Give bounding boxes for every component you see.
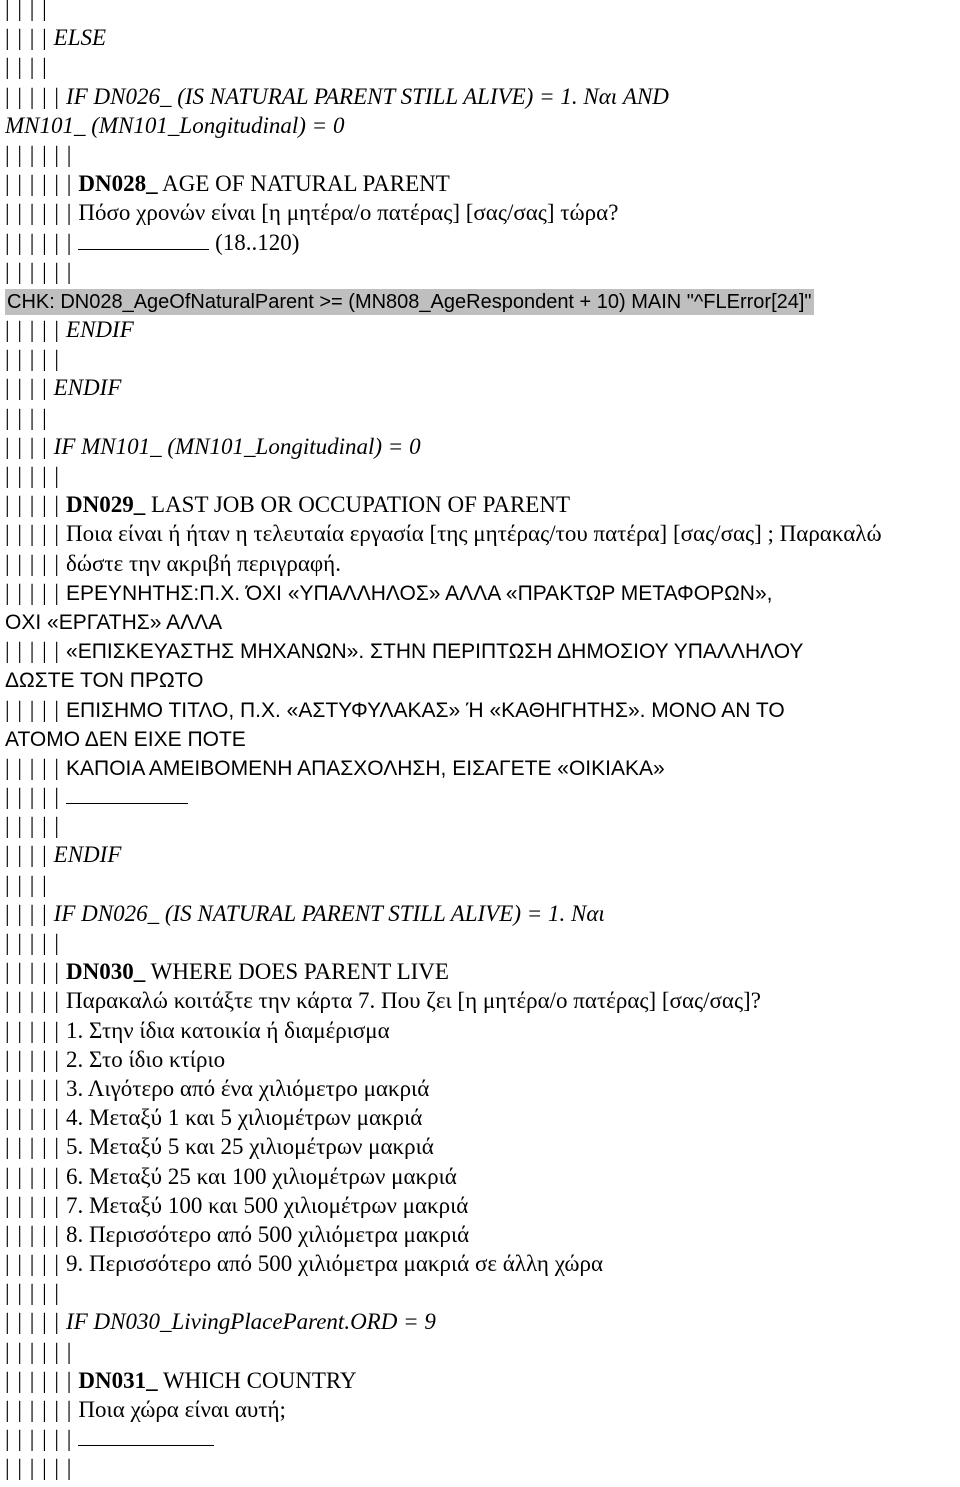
doc-line <box>5 432 960 461</box>
indent-bars: | | | | | <box>5 1134 61 1160</box>
indent-bars: | | | | | <box>5 959 61 985</box>
doc-line <box>5 607 960 636</box>
indent-bars: | | | | | | <box>5 141 73 167</box>
doc-line <box>5 1337 960 1366</box>
indent-bars: | | | | | <box>5 1251 61 1277</box>
doc-line <box>5 1191 960 1220</box>
indent-bars: | | | | | <box>5 988 61 1014</box>
doc-line <box>5 753 960 782</box>
indent-bars: | | | | | <box>5 83 61 109</box>
indent-bars: | | | | | <box>5 1017 61 1043</box>
indent-bars: | | | | <box>5 375 48 401</box>
doc-line <box>5 1307 960 1336</box>
question-text: δώστε την ακριβή περιγραφή. <box>66 550 341 576</box>
questionnaire-document <box>5 0 960 1483</box>
if-condition: IF DN026_ (IS NATURAL PARENT STILL ALIVE) = 1. Ναι <box>53 900 605 926</box>
doc-line <box>5 928 960 957</box>
doc-line <box>5 1278 960 1307</box>
doc-line <box>5 257 960 286</box>
indent-bars: | | | | | | <box>5 200 73 226</box>
indent-bars: | | | | | <box>5 579 61 605</box>
doc-line <box>5 1132 960 1161</box>
doc-line <box>5 490 960 519</box>
answer-blank <box>66 783 188 804</box>
indent-bars: | | | | | <box>5 1280 61 1306</box>
indent-bars: | | | | | <box>5 492 61 518</box>
doc-line <box>5 111 960 140</box>
doc-line <box>5 1074 960 1103</box>
doc-line <box>5 373 960 402</box>
doc-line <box>5 403 960 432</box>
doc-line <box>5 0 960 23</box>
question-title: AGE OF NATURAL PARENT <box>162 171 450 197</box>
indent-bars: | | | | <box>5 433 48 459</box>
indent-bars: | | | | | | <box>5 1426 73 1452</box>
doc-line <box>5 519 960 548</box>
doc-line <box>5 1395 960 1424</box>
indent-bars: | | | | | <box>5 813 61 839</box>
doc-line <box>5 870 960 899</box>
interviewer-instruction: ΚΑΠΟΙΑ ΑΜΕΙΒΟΜΕΝΗ ΑΠΑΣΧΟΛΗΣΗ, ΕΙΣΑΓΕΤΕ «ΟΙΚΙΑΚΑ» <box>66 756 665 780</box>
indent-bars: | | | | | <box>5 696 61 722</box>
doc-line <box>5 840 960 869</box>
indent-bars: | | | | | <box>5 317 61 343</box>
doc-line <box>5 344 960 373</box>
doc-line <box>5 1424 960 1453</box>
indent-bars: | | | | | <box>5 784 61 810</box>
doc-line <box>5 1366 960 1395</box>
doc-line <box>5 461 960 490</box>
answer-option: 8. Περισσότερο από 500 χιλιόμετρα μακριά <box>66 1221 470 1247</box>
doc-line <box>5 1045 960 1074</box>
question-text: Πόσο χρονών είναι [η μητέρα/ο πατέρας] [σας/σας] τώρα? <box>78 200 619 226</box>
indent-bars: | | | | | <box>5 521 61 547</box>
doc-line <box>5 286 960 315</box>
question-code: DN031_ <box>78 1367 158 1393</box>
indent-bars: | | | | <box>5 871 48 897</box>
indent-bars: | | | | | | <box>5 1455 73 1481</box>
doc-line <box>5 782 960 811</box>
indent-bars: | | | | | <box>5 1163 61 1189</box>
doc-line <box>5 724 960 753</box>
doc-line <box>5 636 960 665</box>
doc-line <box>5 986 960 1015</box>
interviewer-instruction: ΑΤΟΜΟ ΔΕΝ ΕΙΧΕ ΠΟΤΕ <box>5 727 246 751</box>
doc-line <box>5 23 960 52</box>
indent-bars: | | | | | <box>5 1309 61 1335</box>
doc-line <box>5 228 960 257</box>
question-text: Παρακαλώ κοιτάξτε την κάρτα 7. Που ζει [η μητέρα/ο πατέρας] [σας/σας]? <box>66 988 761 1014</box>
doc-line <box>5 1220 960 1249</box>
answer-range: (18..120) <box>215 229 300 255</box>
question-code: DN028_ <box>78 171 158 197</box>
indent-bars: | | | | <box>5 54 48 80</box>
answer-blank <box>78 1425 214 1446</box>
question-code: DN030_ <box>66 959 146 985</box>
interviewer-instruction: ΔΩΣΤΕ ΤΟΝ ΠΡΩΤΟ <box>5 669 204 693</box>
doc-line <box>5 899 960 928</box>
answer-option: 9. Περισσότερο από 500 χιλιόμετρα μακριά σε άλλη χώρα <box>66 1251 604 1277</box>
answer-option: 5. Μεταξύ 5 και 25 χιλιομέτρων μακριά <box>66 1134 434 1160</box>
answer-option: 3. Λιγότερο από ένα χιλιόμετρο μακριά <box>66 1075 430 1101</box>
interviewer-instruction: ΟΧΙ «ΕΡΓΑΤΗΣ» ΑΛΛΑ <box>5 610 223 634</box>
question-text: Ποια είναι ή ήταν η τελευταία εργασία [της μητέρας/του πατέρα] [σας/σας] ; Παρακαλώ <box>66 521 882 547</box>
indent-bars: | | | | | | <box>5 258 73 284</box>
doc-line <box>5 1249 960 1278</box>
check-statement: CHK: DN028_AgeOfNaturalParent >= (MN808_AgeRespondent + 10) MAIN "^FLError[24]" <box>7 290 812 313</box>
indent-bars: | | | | <box>5 0 48 21</box>
answer-option: 4. Μεταξύ 1 και 5 χιλιομέτρων μακριά <box>66 1105 423 1131</box>
doc-line <box>5 1016 960 1045</box>
indent-bars: | | | | | | <box>5 171 73 197</box>
interviewer-instruction: ΕΠΙΣΗΜΟ ΤΙΤΛΟ, Π.Χ. «ΑΣΤΥΦΥΛΑΚΑΣ» Ή «ΚΑΘΗΓΗΤΗΣ». ΜΟΝΟ ΑΝ ΤΟ <box>66 698 785 722</box>
indent-bars: | | | | | | <box>5 1338 73 1364</box>
indent-bars: | | | | | <box>5 638 61 664</box>
endif-keyword: ENDIF <box>66 317 134 343</box>
doc-line <box>5 52 960 81</box>
indent-bars: | | | | <box>5 25 48 51</box>
indent-bars: | | | | | <box>5 930 61 955</box>
indent-bars: | | | | | <box>5 1192 61 1218</box>
question-title: WHICH COUNTRY <box>162 1367 357 1393</box>
indent-bars: | | | | | <box>5 550 61 576</box>
if-condition-continued: MN101_ (MN101_Longitudinal) = 0 <box>5 112 345 138</box>
indent-bars: | | | | <box>5 404 48 430</box>
indent-bars: | | | | | <box>5 1046 61 1072</box>
question-code: DN029_ <box>66 492 146 518</box>
indent-bars: | | | | <box>5 842 48 868</box>
doc-line <box>5 315 960 344</box>
doc-line <box>5 957 960 986</box>
indent-bars: | | | | | | <box>5 229 73 255</box>
indent-bars: | | | | | <box>5 463 61 488</box>
doc-line <box>5 578 960 607</box>
answer-option: 2. Στο ίδιο κτίριο <box>66 1046 226 1072</box>
doc-line <box>5 1162 960 1191</box>
endif-keyword: ENDIF <box>53 842 122 868</box>
doc-line <box>5 140 960 169</box>
doc-line <box>5 695 960 724</box>
indent-bars: | | | | | <box>5 1105 61 1131</box>
answer-option: 7. Μεταξύ 100 και 500 χιλιομέτρων μακριά <box>66 1192 469 1218</box>
endif-keyword: ENDIF <box>53 375 122 401</box>
doc-line <box>5 82 960 111</box>
if-condition: IF DN026_ (IS NATURAL PARENT STILL ALIVE) = 1. Ναι AND <box>66 83 669 109</box>
if-condition: IF DN030_LivingPlaceParent.ORD = 9 <box>66 1309 436 1335</box>
doc-line <box>5 549 960 578</box>
doc-line <box>5 811 960 840</box>
indent-bars: | | | | | <box>5 1221 61 1247</box>
question-text: Ποια χώρα είναι αυτή; <box>78 1397 286 1422</box>
question-title: LAST JOB OR OCCUPATION OF PARENT <box>151 492 571 518</box>
answer-option: 6. Μεταξύ 25 και 100 χιλιομέτρων μακριά <box>66 1163 457 1189</box>
if-condition: IF MN101_ (MN101_Longitudinal) = 0 <box>53 433 421 459</box>
doc-line <box>5 665 960 694</box>
doc-line <box>5 198 960 227</box>
indent-bars: | | | | | <box>5 346 61 372</box>
answer-blank <box>78 229 209 250</box>
indent-bars: | | | | | <box>5 754 61 780</box>
doc-line <box>5 1453 960 1482</box>
answer-option: 1. Στην ίδια κατοικία ή διαμέρισμα <box>66 1017 390 1043</box>
interviewer-instruction: «ΕΠΙΣΚΕΥΑΣΤΗΣ ΜΗΧΑΝΩΝ». ΣΤΗΝ ΠΕΡΙΠΤΩΣΗ ΔΗΜΟΣΙΟΥ ΥΠΑΛΛΗΛΟΥ <box>66 640 804 664</box>
interviewer-instruction: ΕΡΕΥΝΗΤΗΣ:Π.Χ. ΌΧΙ «ΥΠΑΛΛΗΛΟΣ» ΑΛΛΑ «ΠΡΑΚΤΩΡ ΜΕΤΑΦΟΡΩΝ», <box>66 581 773 605</box>
indent-bars: | | | | | | <box>5 1397 73 1422</box>
question-title: WHERE DOES PARENT LIVE <box>150 959 449 985</box>
else-keyword: ELSE <box>53 25 107 51</box>
indent-bars: | | | | <box>5 900 48 926</box>
doc-line <box>5 169 960 198</box>
doc-line <box>5 1103 960 1132</box>
indent-bars: | | | | | <box>5 1075 61 1101</box>
indent-bars: | | | | | | <box>5 1367 73 1393</box>
